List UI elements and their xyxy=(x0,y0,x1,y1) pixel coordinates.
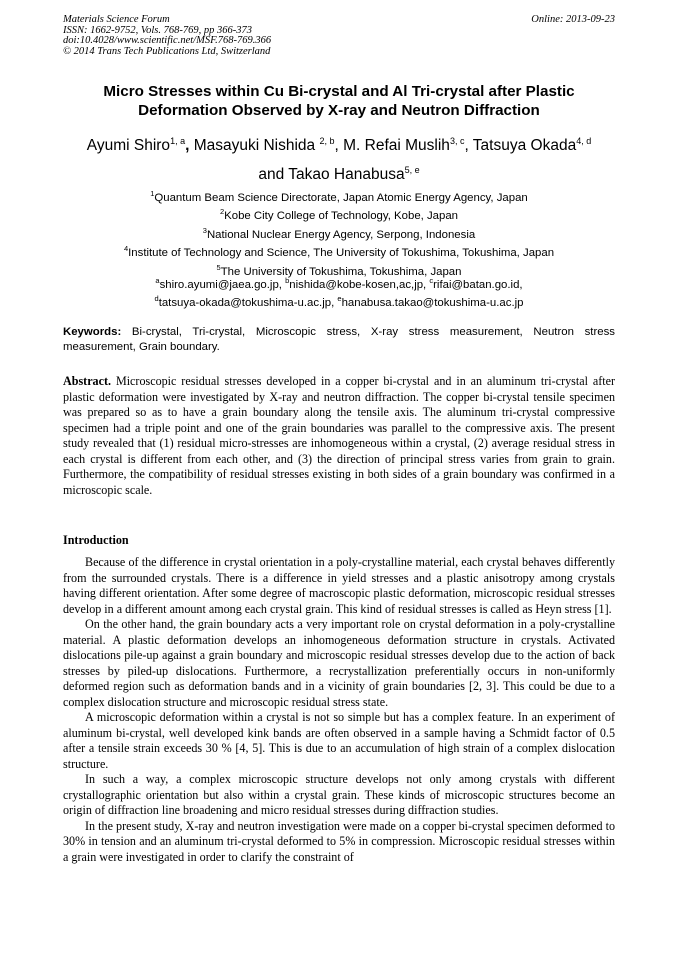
author-line-1 xyxy=(63,129,615,158)
email-key: c xyxy=(429,276,434,285)
publication-header xyxy=(63,15,615,57)
email-key: d xyxy=(154,294,159,304)
introduction-heading: Introduction xyxy=(63,533,129,547)
affiliation-item xyxy=(63,205,615,223)
paragraph: On the other hand, the grain boundary acts a very important role on crystal deformation in a poly-crystalline material. A plastic deformation develops an inhomogeneous deformation structure in crystals. Activated dislocations pile-up against a grain boundary and microscopic residual stresses develop due to the action of back stresses by piled-up dislocations. Furthermore, a recrystallization preferentially occurs in non-uniformly deformed region such as deformation bands and in a vicinity of grain boundaries [2, 3]. This could be due to a complex dislocation structure and microscopic residual stress state. xyxy=(63,617,615,709)
author-affiliation-mark: 1, a xyxy=(170,136,186,146)
affiliation-number: 4 xyxy=(123,244,129,254)
email-address[interactable]: nishida@kobe-kosen,ac,jp, xyxy=(289,278,430,291)
abstract-label: Abstract. xyxy=(63,374,112,388)
paragraph: In the present study, X-ray and neutron investigation were made on a copper bi-crystal specimen deformed to 30% in tension and an aluminum tri-crystal deformed to 5% in compression. Microscopic residual stresses within a grain were investigated in order to clarify the constraint of xyxy=(63,818,615,864)
email-address[interactable]: hanabusa.takao@tokushima-u.ac.jp xyxy=(341,297,524,310)
affiliation-text: National Nuclear Energy Agency, Serpong, Indonesia xyxy=(206,228,476,241)
author-name: M. Refai Muslih xyxy=(343,137,450,155)
copyright-line: © 2014 Trans Tech Publications Ltd, Switzerland xyxy=(63,45,271,57)
introduction-body xyxy=(63,555,615,865)
affiliation-text: Institute of Technology and Science, The University of Tokushima, Tokushima, Japan xyxy=(128,246,555,259)
abstract-text: Microscopic residual stresses developed in a copper bi-crystal and in an aluminum tri-crystal after plastic deformation were investigated by X-ray and neutron diffraction. The copper bi-crystal tensile specimen was prepared so as to have a grain boundary along the tensile axis. The aluminum tri-crystal compressive specimen had a triple point and one of the grain boundaries was parallel to the compressive axis. The present study revealed that (1) residual micro-stresses are inhomogeneous within a crystal, (2) average residual stress in each crystal is different from each other, and (3) the direction of principal stress varies from grain to grain. Furthermore, the compatibility of residual stresses existing in both sides of a grain boundary was confirmed in a microscopic scale. xyxy=(63,374,615,497)
email-address[interactable]: rifai@batan.go.id, xyxy=(433,278,523,291)
author-affiliation-mark: 4, d xyxy=(576,136,592,146)
affiliation-list xyxy=(63,187,615,279)
author-separator: , xyxy=(185,137,194,155)
affiliation-text: Quantum Beam Science Directorate, Japan Atomic Energy Agency, Japan xyxy=(154,191,528,204)
issn-line: ISSN: 1662-9752, Vols. 768-769, pp 366-373 xyxy=(63,24,252,36)
title-line-2: Deformation Observed by X-ray and Neutron Diffraction xyxy=(138,102,540,119)
keywords-text: Bi-crystal, Tri-crystal, Microscopic stress, X-ray stress measurement, Neutron stress measurement, Grain boundary. xyxy=(63,326,615,353)
affiliation-item xyxy=(63,242,615,260)
author-name: Tatsuya Okada xyxy=(472,137,577,155)
paragraph: In such a way, a complex microscopic structure develops not only among crystals with different crystallographic orientation but also within a crystal grain. These kinds of microscopic structures become an origin of diffraction line broadening and micro residual stresses during diffraction studies. xyxy=(63,772,615,817)
author-line-2 xyxy=(63,158,615,187)
author-name: Takao Hanabusa xyxy=(288,166,405,184)
email-key: b xyxy=(285,276,290,285)
paper-title xyxy=(63,82,615,120)
author-affiliation-mark: 5, e xyxy=(404,165,420,176)
keywords-label: Keywords: xyxy=(63,326,122,338)
affiliation-item xyxy=(63,224,615,242)
affiliation-number: 3 xyxy=(202,225,207,235)
author-separator: , xyxy=(464,137,473,155)
email-line-1 xyxy=(63,274,615,292)
author-affiliation-mark: 3, c xyxy=(449,136,465,146)
author-conjunction: and xyxy=(258,166,289,184)
paragraph: A microscopic deformation within a crystal is not so simple but has a complex feature. In an experiment of aluminum bi-crystal, well developed kink bands are often observed in a sample having a Schmidt factor of 0.5 after a tensile strain exceeds 30 % [4, 5]. This is due to an accumulation of high strain of a complex dislocation structure. xyxy=(63,710,615,771)
affiliation-number: 5 xyxy=(216,262,221,272)
author-list xyxy=(63,129,615,187)
affiliation-number: 2 xyxy=(219,207,225,217)
online-date: Online: 2013-09-23 xyxy=(531,14,615,25)
author-name: Ayumi Shiro xyxy=(86,137,171,155)
email-address[interactable]: shiro.ayumi@jaea.go.jp, xyxy=(159,278,286,291)
affiliation-item xyxy=(63,187,615,205)
author-name: Masayuki Nishida xyxy=(193,137,316,155)
journal-name: Materials Science Forum xyxy=(63,14,170,25)
email-line-2 xyxy=(63,292,615,310)
author-separator: , xyxy=(334,137,344,155)
title-line-1: Micro Stresses within Cu Bi-crystal and Al Tri-crystal after Plastic xyxy=(103,83,575,100)
paragraph: Because of the difference in crystal orientation in a poly-crystalline material, each crystal behaves differently from the surrounded crystals. There is a difference in yield stresses and a plastic anisotropy among crystals having different orientation. After some degree of macroscopic plastic deformation, microscopic residual stresses develop in a different amount among each crystal grain. This kind of residual stresses is called as Heyn stress [1]. xyxy=(63,555,615,616)
affiliation-number: 1 xyxy=(150,189,155,198)
abstract-section xyxy=(63,374,615,498)
keywords-section xyxy=(63,325,615,355)
affiliation-text: Kobe City College of Technology, Kobe, Japan xyxy=(224,210,459,223)
doi-line: doi:10.4028/www.scientific.net/MSF.768-769.366 xyxy=(63,35,272,47)
email-key: e xyxy=(337,294,342,304)
author-affiliation-mark: 2, b xyxy=(319,136,335,146)
email-key: a xyxy=(155,276,160,285)
email-address[interactable]: tatsuya-okada@tokushima-u.ac.jp, xyxy=(158,297,338,310)
email-list xyxy=(63,274,615,311)
affiliation-text: The University of Tokushima, Tokushima, Japan xyxy=(220,265,462,278)
